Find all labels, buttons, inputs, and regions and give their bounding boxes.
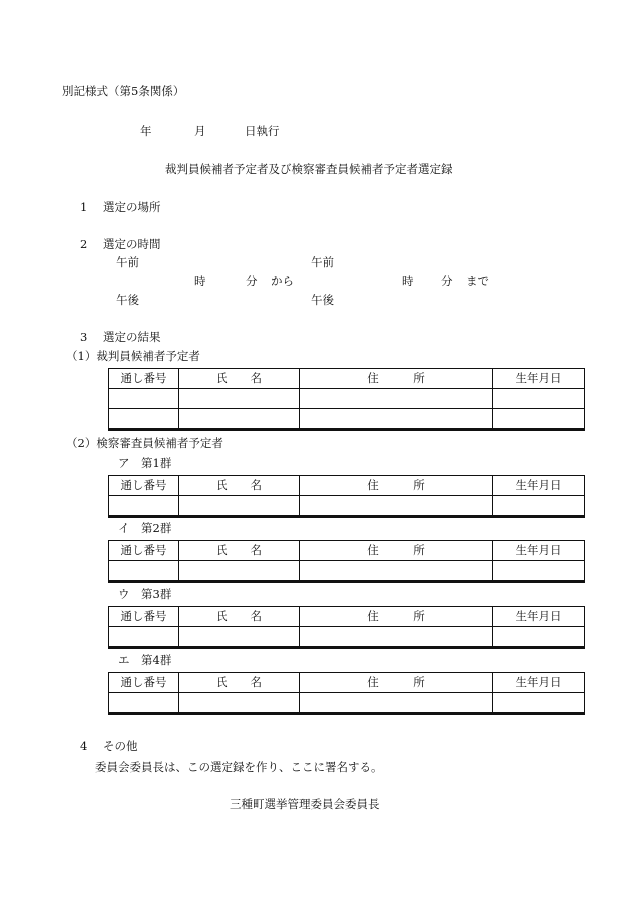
date-year: 年	[140, 124, 152, 138]
table-cell	[109, 496, 179, 517]
table-cell	[179, 627, 300, 648]
header-name: 氏 名	[179, 541, 300, 561]
start-am: 午前	[116, 255, 139, 269]
section-1-number: 1	[80, 200, 88, 214]
header-birthdate: 生年月日	[493, 541, 585, 561]
end-minute: 分	[441, 274, 453, 288]
table-row	[109, 409, 585, 430]
table-cell	[300, 627, 493, 648]
header-serial: 通し番号	[109, 673, 179, 693]
start-minute: 分	[246, 274, 258, 288]
part-2-heading: （2）検察審査員候補者予定者	[66, 436, 223, 450]
section-2-label: 選定の時間	[103, 237, 161, 251]
header-name: 氏 名	[179, 673, 300, 693]
table-cell	[493, 496, 585, 517]
group-3-table	[108, 606, 585, 649]
start-hour: 時	[194, 274, 206, 288]
header-address: 住 所	[300, 541, 493, 561]
group-1-table	[108, 475, 585, 518]
section-3-number: 3	[80, 330, 88, 344]
signature-line: 三種町選挙管理委員会委員長	[230, 797, 380, 811]
table-row	[109, 561, 585, 582]
table-cell	[179, 389, 300, 409]
header-name: 氏 名	[179, 607, 300, 627]
header-serial: 通し番号	[109, 476, 179, 496]
table-row	[109, 496, 585, 517]
table-cell	[300, 561, 493, 582]
group-4-label: エ 第4群	[118, 653, 172, 667]
start-pm: 午後	[116, 293, 139, 307]
header-birthdate: 生年月日	[493, 607, 585, 627]
section-4-number: 4	[80, 739, 88, 753]
table-cell	[493, 389, 585, 409]
group-2-label: イ 第2群	[118, 521, 172, 535]
table-cell	[109, 409, 179, 430]
table-row	[109, 693, 585, 714]
header-address: 住 所	[300, 369, 493, 389]
table-cell	[109, 561, 179, 582]
header-serial: 通し番号	[109, 541, 179, 561]
group-4-table	[108, 672, 585, 715]
date-month: 月	[194, 124, 206, 138]
table-cell	[300, 496, 493, 517]
header-birthdate: 生年月日	[493, 369, 585, 389]
table-header-row	[109, 369, 585, 389]
table-header-row	[109, 541, 585, 561]
header-serial: 通し番号	[109, 607, 179, 627]
table-cell	[493, 561, 585, 582]
section-1-label: 選定の場所	[103, 200, 161, 214]
header-address: 住 所	[300, 476, 493, 496]
table-cell	[179, 409, 300, 430]
table-cell	[493, 409, 585, 430]
date-day: 日執行	[245, 124, 280, 138]
from-text: から	[271, 274, 294, 288]
table-header-row	[109, 607, 585, 627]
group-2-table	[108, 540, 585, 583]
table-cell	[300, 693, 493, 714]
until-text: まで	[466, 274, 489, 288]
table-cell	[179, 693, 300, 714]
section-4-body: 委員会委員長は、この選定録を作り、ここに署名する。	[95, 760, 383, 774]
header-birthdate: 生年月日	[493, 673, 585, 693]
table-cell	[300, 389, 493, 409]
table-cell	[109, 627, 179, 648]
section-4-label: その他	[103, 739, 138, 753]
table-cell	[179, 496, 300, 517]
table-row	[109, 389, 585, 409]
header-address: 住 所	[300, 673, 493, 693]
table-cell	[493, 627, 585, 648]
section-2-number: 2	[80, 237, 88, 251]
table-cell	[179, 561, 300, 582]
header-birthdate: 生年月日	[493, 476, 585, 496]
header-name: 氏 名	[179, 476, 300, 496]
table-header-row	[109, 673, 585, 693]
table-cell	[109, 389, 179, 409]
header-name: 氏 名	[179, 369, 300, 389]
group-3-label: ウ 第3群	[118, 587, 172, 601]
end-hour: 時	[402, 274, 414, 288]
end-pm: 午後	[311, 293, 334, 307]
part-1-heading: （1）裁判員候補者予定者	[66, 349, 200, 363]
juror-table	[108, 368, 585, 431]
end-am: 午前	[311, 255, 334, 269]
section-3-label: 選定の結果	[103, 330, 161, 344]
table-header-row	[109, 476, 585, 496]
form-label: 別記様式（第5条関係）	[62, 84, 185, 98]
header-serial: 通し番号	[109, 369, 179, 389]
table-row	[109, 627, 585, 648]
table-cell	[109, 693, 179, 714]
group-1-label: ア 第1群	[118, 456, 172, 470]
header-address: 住 所	[300, 607, 493, 627]
table-cell	[493, 693, 585, 714]
table-cell	[300, 409, 493, 430]
document-title: 裁判員候補者予定者及び検察審査員候補者予定者選定録	[165, 162, 453, 176]
